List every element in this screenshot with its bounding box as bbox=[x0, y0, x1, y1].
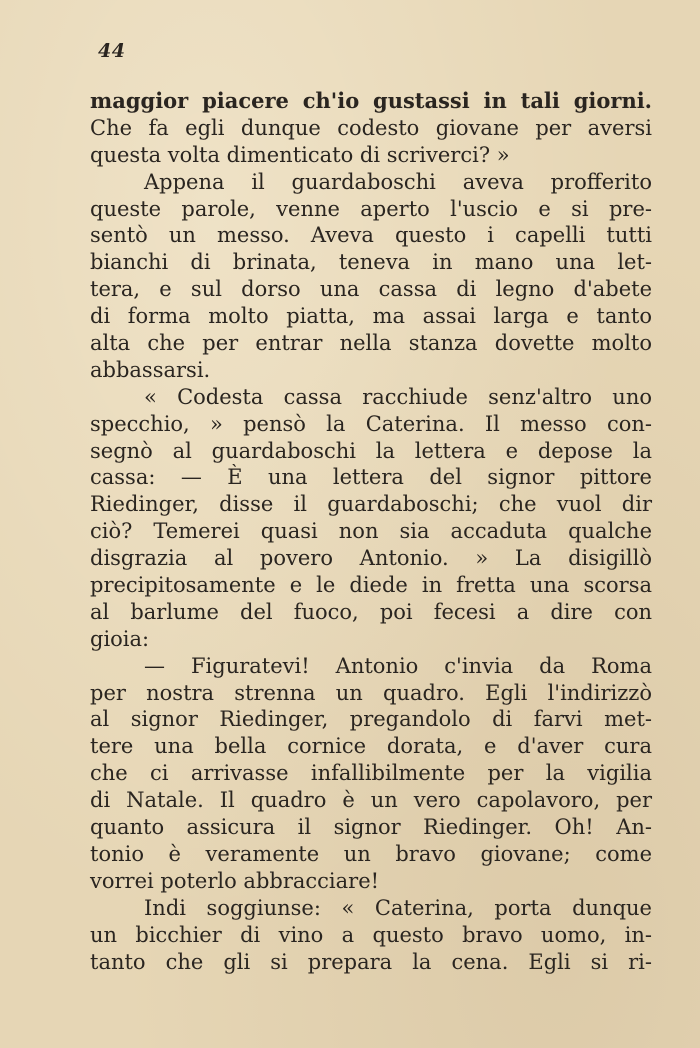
text-line: al signor Riedinger, pregandolo di farvi met- bbox=[90, 707, 652, 732]
text-line: quanto assicura il signor Riedinger. Oh! An- bbox=[90, 815, 652, 840]
text-line: Riedinger, disse il guardaboschi; che vuol dir bbox=[90, 492, 652, 517]
text-line: ciò? Temerei quasi non sia accaduta qualche bbox=[90, 519, 652, 544]
text-line: cassa: — È una lettera del signor pittore bbox=[90, 465, 652, 490]
text-line: sentò un messo. Aveva questo i capelli tutti bbox=[90, 223, 652, 248]
text-line: abbassarsi. bbox=[90, 357, 211, 382]
text-line: — Figuratevi! Antonio c'invia da Roma bbox=[144, 653, 652, 678]
text-line: Che fa egli dunque codesto giovane per aversi bbox=[90, 115, 652, 140]
text-line: per nostra strenna un quadro. Egli l'indirizzò bbox=[90, 680, 652, 705]
text-line: tera, e sul dorso una cassa di legno d'abete bbox=[90, 277, 652, 302]
text-line: di forma molto piatta, ma assai larga e tanto bbox=[90, 304, 652, 329]
text-line: tonio è veramente un bravo giovane; come bbox=[90, 841, 652, 866]
text-line: disgrazia al povero Antonio. » La disigillò bbox=[90, 546, 652, 571]
text-line: segnò al guardaboschi la lettera e depose la bbox=[90, 438, 652, 463]
text-line: tanto che gli si prepara la cena. Egli si ri- bbox=[90, 949, 652, 974]
page-number: 44 bbox=[98, 40, 126, 62]
text-line: maggior piacere ch'io gustassi in tali giorni. bbox=[90, 88, 652, 113]
text-line: al barlume del fuoco, poi fecesi a dire con bbox=[90, 599, 652, 624]
text-line: vorrei poterlo abbracciare! bbox=[90, 868, 380, 893]
text-line: specchio, » pensò la Caterina. Il messo con- bbox=[90, 411, 652, 436]
text-line: alta che per entrar nella stanza dovette molto bbox=[90, 331, 652, 356]
text-line: tere una bella cornice dorata, e d'aver cura bbox=[90, 734, 652, 759]
text-line: Appena il guardaboschi aveva profferito bbox=[144, 169, 652, 194]
text-line: precipitosamente e le diede in fretta una scorsa bbox=[90, 573, 652, 598]
text-line: questa volta dimenticato di scriverci? » bbox=[90, 142, 510, 167]
text-line: queste parole, venne aperto l'uscio e si pre- bbox=[90, 196, 652, 221]
text-line: di Natale. Il quadro è un vero capolavoro, per bbox=[90, 788, 652, 813]
text-line: bianchi di brinata, teneva in mano una let- bbox=[90, 250, 652, 275]
text-line: gioia: bbox=[90, 626, 150, 651]
text-line: Indi soggiunse: « Caterina, porta dunque bbox=[144, 895, 652, 920]
text-line: « Codesta cassa racchiude senz'altro uno bbox=[144, 384, 652, 409]
text-line: un bicchier di vino a questo bravo uomo, in- bbox=[90, 922, 652, 947]
body-text bbox=[90, 88, 652, 975]
text-line: che ci arrivasse infallibilmente per la vigilia bbox=[90, 761, 652, 786]
